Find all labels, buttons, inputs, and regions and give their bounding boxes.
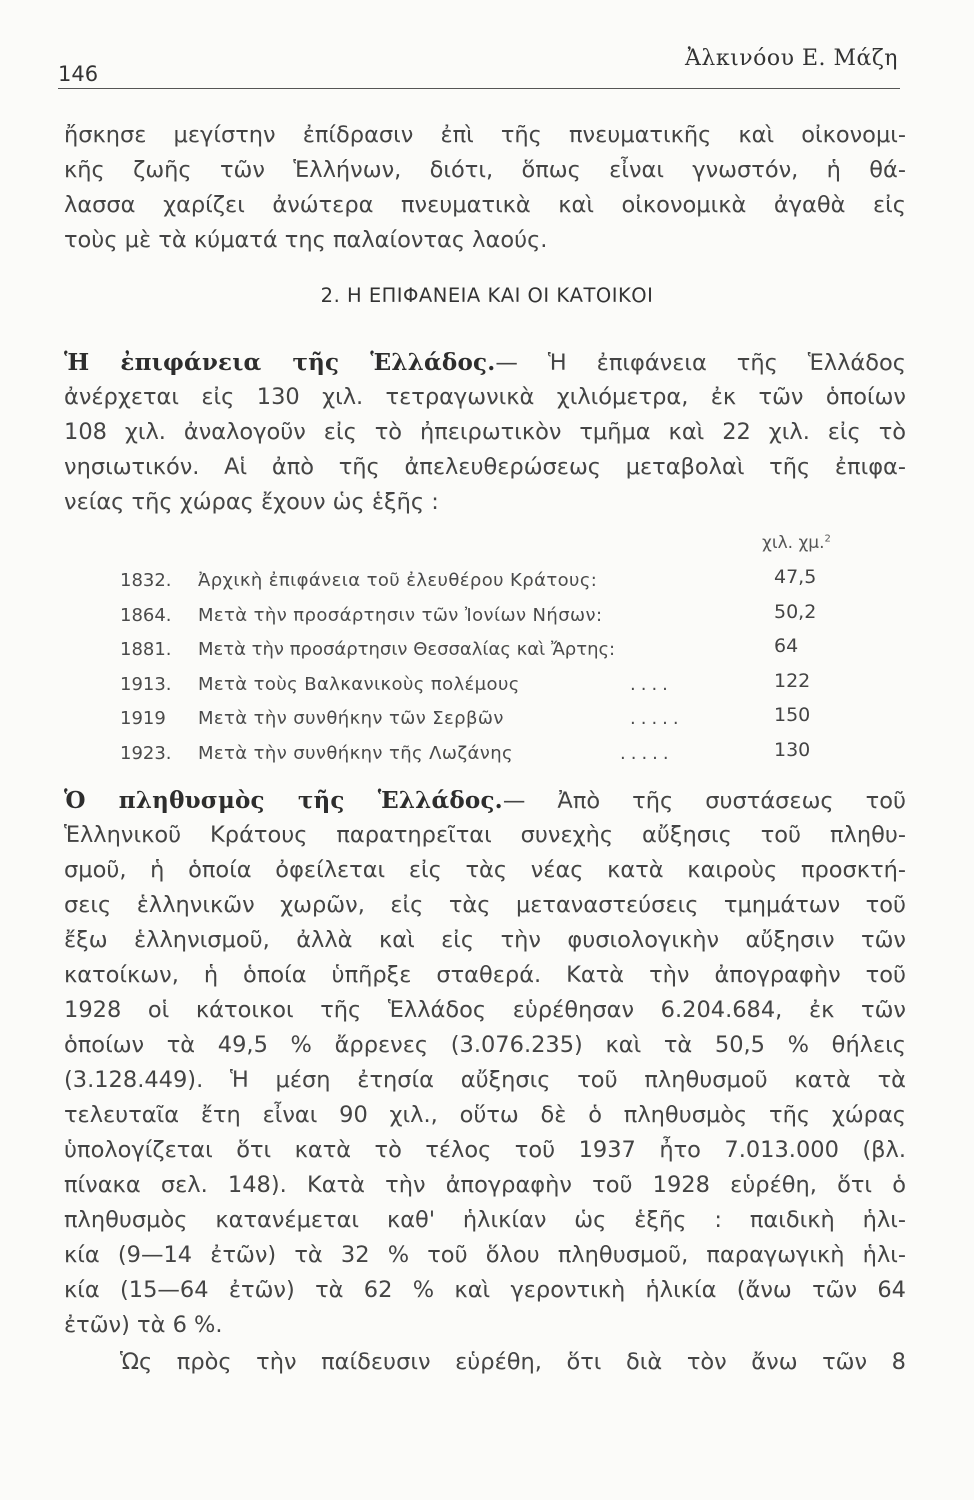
- row-year: 1919: [120, 708, 166, 730]
- row-description: Μετὰ τὴν προσάρτησιν τῶν Ἰονίων Νήσων:: [198, 604, 603, 626]
- row-leader-dots: ....: [630, 673, 673, 695]
- population-paragraph: [64, 783, 906, 1343]
- paragraph-lead: Ὁ πληθυσμὸς τῆς Ἑλλάδος.: [64, 787, 503, 814]
- row-year: 1864.: [120, 604, 172, 626]
- row-year: 1913.: [120, 673, 172, 695]
- text-line: [64, 345, 906, 380]
- row-value: 150: [774, 704, 811, 727]
- text-line: ἤσκησε μεγίστην ἐπίδρασιν ἐπὶ τῆς πνευματικῆς καὶ οἰκονομι-: [64, 122, 906, 148]
- row-leader-dots: .....: [630, 708, 684, 730]
- row-description: Μετὰ τὴν συνθήκην τῶν Σερβῶν: [198, 708, 504, 730]
- table-row: [120, 601, 840, 636]
- text-line: 108 χιλ. ἀναλογοῦν εἰς τὸ ἠπειρωτικὸν τμῆμα καὶ 22 χιλ. εἰς τὸ: [64, 419, 906, 445]
- row-value: 130: [774, 738, 811, 761]
- page-header: [58, 40, 900, 89]
- row-description: Μετὰ τοὺς Βαλκανικοὺς πολέμους: [198, 673, 520, 695]
- text-line: 1928 οἱ κάτοικοι τῆς Ἑλλάδος εὑρέθησαν 6.204.684, ἐκ τῶν: [64, 997, 906, 1023]
- units-superscript: 2: [824, 533, 831, 545]
- text-line: πληθυσμὸς κατανέμεται καθ' ἡλικίαν ὡς ἑξῆς : παιδικὴ ἡλι-: [64, 1207, 906, 1233]
- text-line: ὑπολογίζεται ὅτι κατὰ τὸ τέλος τοῦ 1937 ἦτο 7.013.000 (βλ.: [64, 1137, 906, 1163]
- text-line: κῆς ζωῆς τῶν Ἑλλήνων, διότι, ὅπως εἶναι γνωστόν, ἡ θά-: [64, 157, 906, 183]
- lead-line-rest: — Ἀπὸ τῆς συστάσεως τοῦ: [502, 788, 906, 814]
- text-line: νησιωτικόν. Αἱ ἀπὸ τῆς ἀπελευθερώσεως μεταβολαὶ τῆς ἐπιφα-: [64, 454, 906, 480]
- text-line: ὁποίων τὰ 49,5 % ἄρρενες (3.076.235) καὶ τὰ 50,5 % θήλεις: [64, 1032, 906, 1058]
- page-number: 146: [58, 62, 99, 86]
- table-row: [120, 566, 840, 601]
- units-text: χιλ. χμ.: [762, 533, 825, 553]
- row-description: Μετὰ τὴν συνθήκην τῆς Λωζάνης: [198, 742, 513, 764]
- table-row: [120, 635, 840, 670]
- text-line: τελευταῖα ἔτη εἶναι 90 χιλ., οὕτω δὲ ὁ πληθυσμὸς τῆς χώρας: [64, 1102, 906, 1128]
- text-line: (3.128.449). Ἡ μέση ἐτησία αὔξησις τοῦ πληθυσμοῦ κατὰ τὰ: [64, 1067, 906, 1093]
- text-line: σεις ἑλληνικῶν χωρῶν, εἰς τὰς μεταναστεύσεις τμημάτων τοῦ: [64, 892, 906, 918]
- row-description: Ἀρχικὴ ἐπιφάνεια τοῦ ἐλευθέρου Κράτους:: [198, 570, 598, 591]
- row-year: 1923.: [120, 742, 172, 764]
- row-value: 47,5: [774, 566, 817, 588]
- text-line: πίνακα σελ. 148). Κατὰ τὴν ἀπογραφὴν τοῦ 1928 εὑρέθη, ὅτι ὁ: [64, 1172, 906, 1198]
- table-row: [120, 704, 840, 739]
- text-line: ἔξω ἑλληνισμοῦ, ἀλλὰ καὶ εἰς τὴν φυσιολογικὴν αὔξησιν τῶν: [64, 927, 906, 953]
- text-line: ἀνέρχεται εἰς 130 χιλ. τετραγωνικὰ χιλιόμετρα, ἐκ τῶν ὁποίων: [64, 384, 906, 410]
- running-head: Ἀλκινόου Ε. Μάζη: [685, 46, 898, 71]
- text-line: νείας τῆς χώρας ἔχουν ὡς ἑξῆς :: [64, 489, 439, 515]
- text-line: Ἑλληνικοῦ Κράτους παρατηρεῖται συνεχὴς αὔξησις τοῦ πληθυ-: [64, 822, 906, 848]
- row-value: 64: [774, 635, 799, 658]
- text-line: κατοίκων, ἡ ὁποία ὑπῆρξε σταθερά. Κατὰ τὴν ἀπογραφὴν τοῦ: [64, 962, 906, 988]
- row-year: 1832.: [120, 570, 172, 591]
- intro-paragraph: [64, 118, 906, 258]
- text-line: Ὡς πρὸς τὴν παίδευσιν εὑρέθη, ὅτι διὰ τὸν ἄνω τῶν 8: [120, 1349, 906, 1375]
- surface-table: [120, 566, 840, 774]
- table-row: [120, 739, 840, 774]
- text-line: λασσα χαρίζει ἀνώτερα πνευματικὰ καὶ οἰκονομικὰ ἀγαθὰ εἰς: [64, 192, 906, 218]
- section-heading: 2. Η ΕΠΙΦΑΝΕΙΑ ΚΑΙ ΟΙ ΚΑΤΟΙΚΟΙ: [320, 284, 654, 307]
- text-line: [64, 783, 906, 818]
- surface-paragraph: [64, 345, 906, 520]
- text-line: κία (9—14 ἐτῶν) τὰ 32 % τοῦ ὅλου πληθυσμοῦ, παραγωγικὴ ἡλι-: [64, 1242, 906, 1268]
- lead-line-rest: — Ἡ ἐπιφάνεια τῆς Ἑλλάδος: [495, 350, 906, 376]
- paragraph-lead: Ἡ ἐπιφάνεια τῆς Ἑλλάδος.: [64, 349, 496, 376]
- text-line: ἐτῶν) τὰ 6 %.: [64, 1312, 223, 1338]
- text-line: κία (15—64 ἐτῶν) τὰ 62 % καὶ γεροντικὴ ἡλικία (ἄνω τῶν 64: [64, 1277, 906, 1303]
- text-line: σμοῦ, ἡ ὁποία ὀφείλεται εἰς τὰς νέας κατὰ καιροὺς προσκτή-: [64, 857, 906, 883]
- row-description: Μετὰ τὴν προσάρτησιν Θεσσαλίας καὶ Ἄρτης:: [198, 639, 616, 661]
- row-value: 50,2: [774, 600, 817, 623]
- text-line: τοὺς μὲ τὰ κύματά της παλαίοντας λαούς.: [64, 227, 548, 253]
- row-year: 1881.: [120, 639, 172, 661]
- education-paragraph: [64, 1345, 906, 1380]
- row-value: 122: [774, 669, 811, 692]
- units-label: [762, 533, 831, 553]
- row-leader-dots: .....: [620, 742, 674, 764]
- table-row: [120, 670, 840, 705]
